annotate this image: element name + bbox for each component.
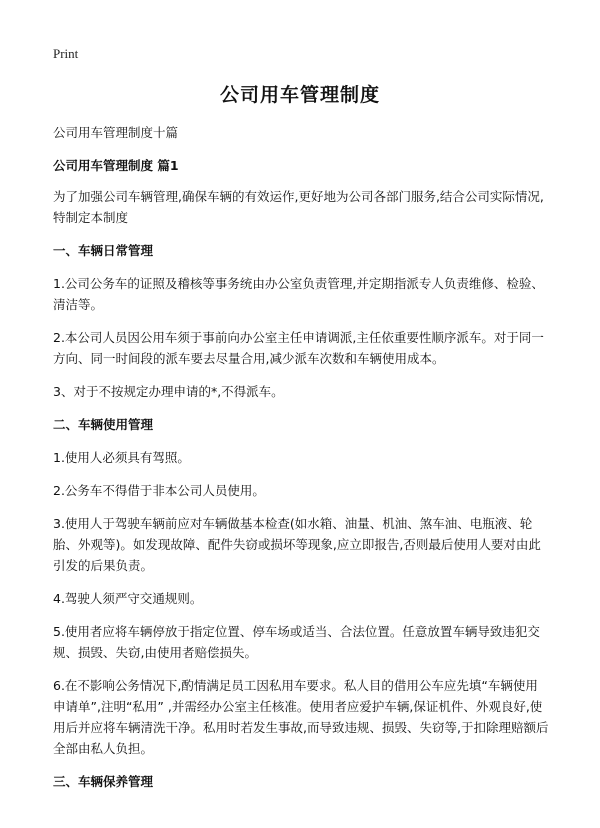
document-body [53,122,549,804]
section-heading-daily-management: 一、车辆日常管理 [53,243,154,258]
print-label: Print [53,46,79,61]
paragraph: 2.公务车不得借于非本公司人员使用。 [53,483,265,498]
paragraph: 1.使用人必须具有驾照。 [53,450,190,465]
paragraph: 4.驾驶人须严守交通规则。 [53,591,203,606]
paragraph: 3、对于不按规定办理申请的*,不得派车。 [53,384,284,399]
intro-paragraph: 为了加强公司车辆管理,确保车辆的有效运作,更好地为公司各部门服务,结合公司实际情况,特制定本制度 [53,189,544,225]
paragraph: 3.使用人于驾驶车辆前应对车辆做基本检查(如水箱、油量、机油、煞车油、电瓶液、轮胎、外观等)。如发现故障、配件失窃或损坏等现象,应立即报告,否则最后使用人要对由此引发的后果负责。 [53,516,541,573]
paragraph: 2.本公司人员因公用车须于事前向办公室主任申请调派,主任依重要性顺序派车。对于同一方向、同一时间段的派车要去尽量合用,减少派车次数和车辆使用成本。 [53,330,544,366]
paragraph: 6.在不影响公务情况下,酌情满足员工因私用车要求。私人目的借用公车应先填“车辆使用申请单”,注明“私用” ,并需经办公室主任核准。使用者应爱护车辆,保证机件、外观良好,使用后并应将车辆清洗干净。私用时若发生事故,而导致违规、损毁、失窃等,于扣除理赔额后全部由私人负担。 [53,678,549,756]
subtitle: 公司用车管理制度十篇 [53,125,179,140]
paragraph: 5.使用者应将车辆停放于指定位置、停车场或适当、合法位置。任意放置车辆导致违犯交规、损毁、失窃,由使用者赔偿损失。 [53,624,540,660]
page-title: 公司用车管理制度 [219,84,380,106]
chapter-heading: 公司用车管理制度 篇1 [53,158,179,173]
paragraph: 1.公司公务车的证照及稽核等事务统由办公室负责管理,并定期指派专人负责维修、检验、清洁等。 [53,276,544,312]
section-heading-usage-management: 二、车辆使用管理 [53,417,154,432]
section-heading-maintenance-management: 三、车辆保养管理 [53,774,154,789]
